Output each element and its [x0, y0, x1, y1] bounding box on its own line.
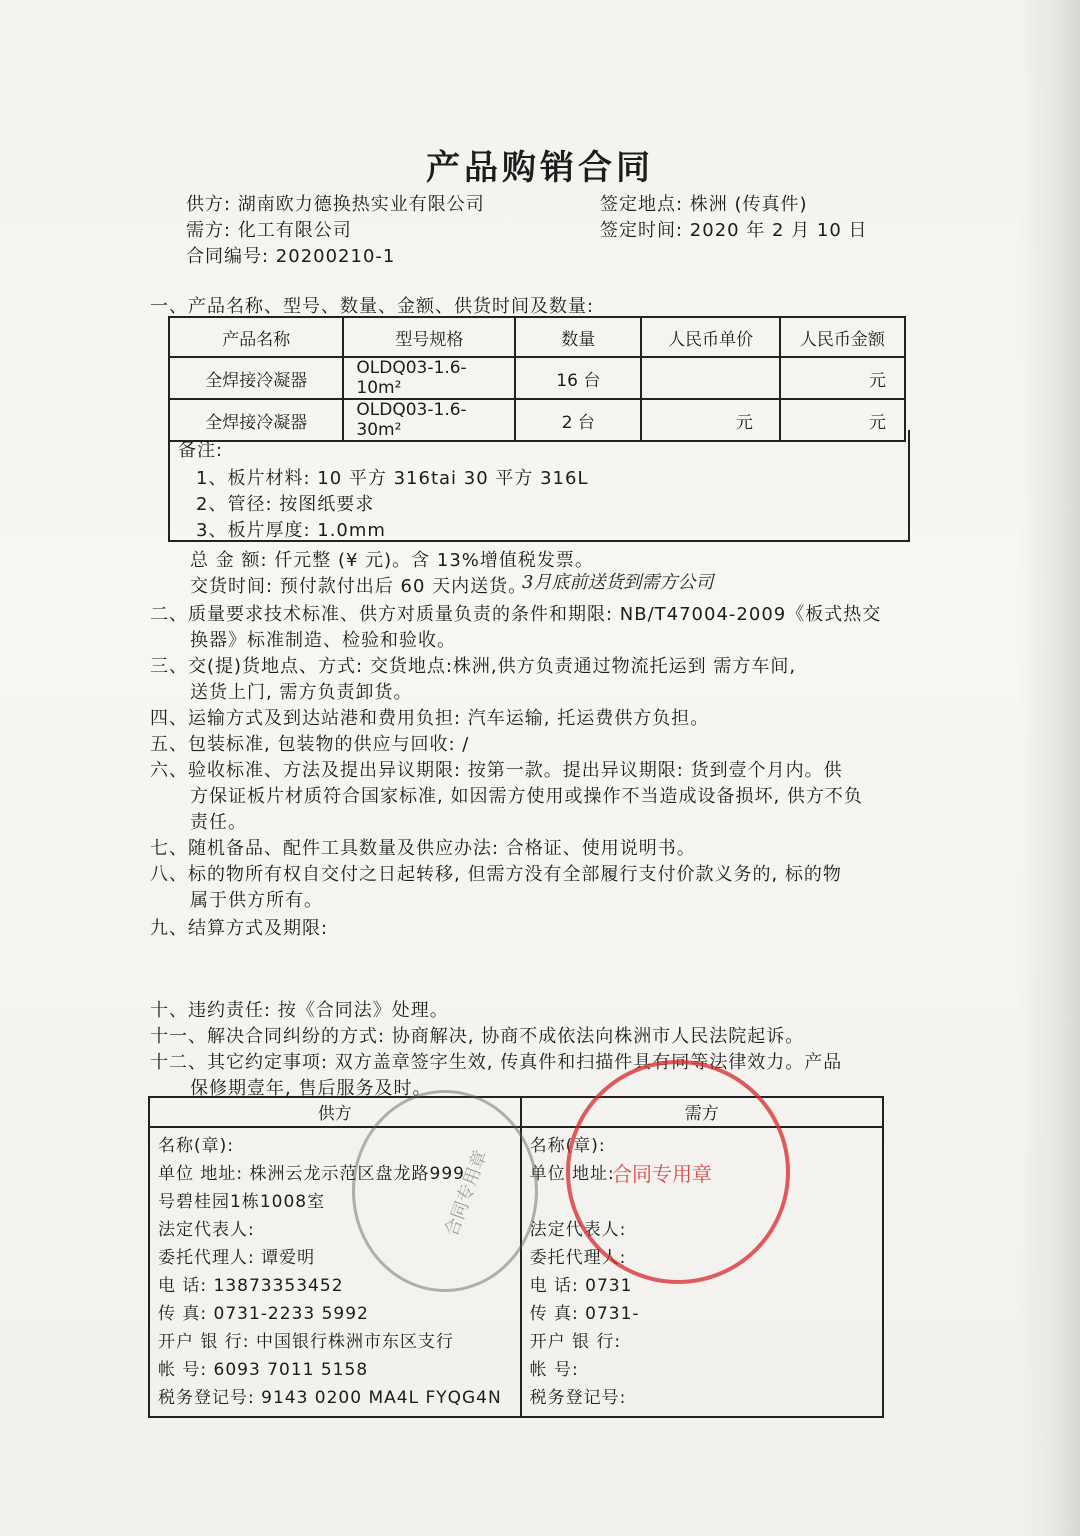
document-title: 产品购销合同 [426, 148, 654, 188]
notes-label: 备注: [178, 440, 224, 461]
supplier-field: 单位 地址: 株洲云龙示范区盘龙路999 [158, 1164, 465, 1184]
supplier-field: 法定代表人: [158, 1220, 255, 1240]
buyer-field: 帐 号: [529, 1360, 579, 1380]
supplier-field: 电 话: 13873353452 [158, 1276, 344, 1296]
buyer-field: 法定代表人: [529, 1220, 627, 1240]
clause-8-cont: 属于供方所有。 [190, 890, 323, 911]
clause-11: 十一、解决合同纠纷的方式: 协商解决, 协商不成依法向株洲市人民法院起诉。 [150, 1026, 805, 1047]
buyer-field: 委托代理人: [529, 1248, 627, 1268]
product-model: OLDQ03-1.6-10m² [343, 357, 515, 399]
product-qty: 2 台 [515, 399, 641, 441]
clause-6-end: 责任。 [190, 812, 247, 833]
supplier-field: 税务登记号: 9143 0200 MA4L FYQG4N [158, 1388, 502, 1408]
clause-6: 六、验收标准、方法及提出异议期限: 按第一款。提出异议期限: 货到壹个月内。供 [150, 760, 843, 781]
table-row [169, 357, 905, 399]
section-1-title: 一、产品名称、型号、数量、金额、供货时间及数量: [150, 296, 595, 317]
clause-12: 十二、其它约定事项: 双方盖章签字生效, 传真件和扫描件具有同等法律效力。产品 [150, 1052, 843, 1073]
clause-3: 三、交(提)货地点、方式: 交货地点:株洲,供方负责通过物流托运到 需方车间, [150, 656, 797, 677]
clause-9: 九、结算方式及期限: [150, 918, 329, 939]
buyer-field: 单位 地址: [529, 1164, 615, 1184]
sign-place: 签定地点: 株洲 (传真件) [600, 194, 808, 215]
clause-5: 五、包装标准, 包装物的供应与回收: / [150, 734, 470, 755]
contract-number: 合同编号: 20200210-1 [186, 246, 396, 267]
note-item: 3、板片厚度: 1.0mm [196, 520, 386, 541]
clause-12-cont: 保修期壹年, 售后服务及时。 [190, 1078, 432, 1099]
product-table [168, 316, 906, 442]
header-cell: 产品名称 [169, 317, 343, 357]
clause-3-cont: 送货上门, 需方负责卸货。 [190, 682, 413, 703]
buyer-field: 开户 银 行: [529, 1332, 622, 1352]
buyer-field: 电 话: 0731 [529, 1276, 633, 1296]
supplier-field: 帐 号: 6093 7011 5158 [158, 1360, 369, 1380]
product-model: OLDQ03-1.6-30m² [343, 399, 515, 441]
header-cell: 数量 [515, 317, 641, 357]
product-amount: 元 [780, 399, 905, 441]
buyer-field: 税务登记号: [529, 1388, 627, 1408]
buyer-line: 需方: 化工有限公司 [186, 220, 352, 241]
product-name: 全焊接冷凝器 [169, 357, 343, 399]
buyer-heading: 需方 [521, 1097, 883, 1127]
buyer-field: 名称(章): [529, 1136, 606, 1156]
supplier-heading: 供方 [149, 1097, 521, 1127]
header-cell: 人民币单价 [641, 317, 780, 357]
clause-6-cont: 方保证板片材质符合国家标准, 如因需方使用或操作不当造成设备损坏, 供方不负 [190, 786, 863, 807]
header-cell: 型号规格 [343, 317, 515, 357]
supplier-field: 开户 银 行: 中国银行株洲市东区支行 [158, 1332, 454, 1352]
sign-time: 签定时间: 2020 年 2 月 10 日 [600, 220, 868, 241]
delivery-time: 交货时间: 预付款付出后 60 天内送货。 [190, 576, 528, 597]
supplier-seal-stamp [352, 1090, 538, 1292]
product-price [641, 357, 780, 399]
header-cell: 人民币金额 [780, 317, 905, 357]
supplier-line: 供方: 湖南欧力德换热实业有限公司 [186, 194, 485, 215]
buyer-field: 传 真: 0731- [529, 1304, 640, 1324]
clause-7: 七、随机备品、配件工具数量及供应办法: 合格证、使用说明书。 [150, 838, 696, 859]
clause-10: 十、违约责任: 按《合同法》处理。 [150, 1000, 449, 1021]
clause-2-cont: 换器》标准制造、检验和验收。 [190, 630, 456, 651]
buyer-seal-text: 合同专用章 [612, 1162, 712, 1186]
handwritten-note: 3月底前送货到需方公司 [522, 572, 714, 593]
supplier-field: 委托代理人: 谭爱明 [158, 1248, 316, 1268]
total-amount: 总 金 额: 仟元整 (¥ 元)。含 13%增值税发票。 [190, 550, 594, 571]
clause-2: 二、质量要求技术标准、供方对质量负责的条件和期限: NB/T47004-2009《板式热交 [150, 604, 882, 625]
product-name: 全焊接冷凝器 [169, 399, 343, 441]
clause-4: 四、运输方式及到达站港和费用负担: 汽车运输, 托运费供方负担。 [150, 708, 710, 729]
page-edge-shadow [1020, 0, 1080, 1536]
product-qty: 16 台 [515, 357, 641, 399]
supplier-field: 名称(章): [158, 1136, 234, 1156]
supplier-seal-text: 合同专用章 [441, 1147, 492, 1240]
note-item: 1、板片材料: 10 平方 316tai 30 平方 316L [196, 468, 589, 489]
clause-8: 八、标的物所有权自交付之日起转移, 但需方没有全部履行支付价款义务的, 标的物 [150, 864, 842, 885]
note-item: 2、管径: 按图纸要求 [196, 494, 375, 515]
supplier-field: 传 真: 0731-2233 5992 [158, 1304, 369, 1324]
product-price: 元 [641, 399, 780, 441]
table-header-row [169, 317, 905, 357]
product-amount: 元 [780, 357, 905, 399]
supplier-field: 号碧桂园1栋1008室 [158, 1192, 326, 1212]
